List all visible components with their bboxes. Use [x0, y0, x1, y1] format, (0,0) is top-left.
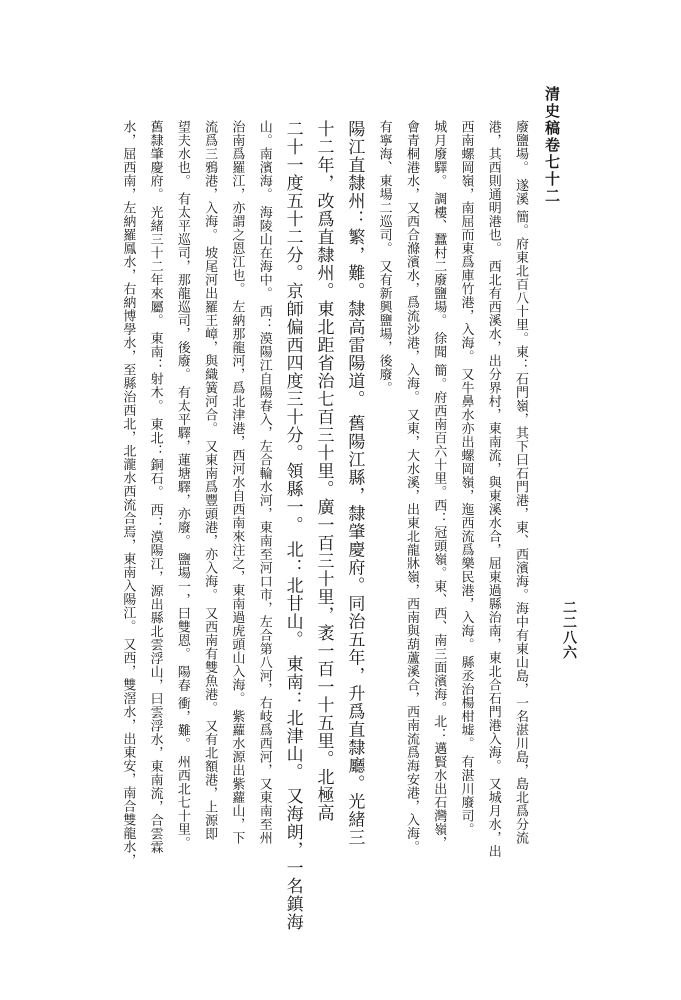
- text-column: 山。南濱海。 海陵山在海中。 西：漠陽江自陽春入，左合輪水河，東南至河口市，左合第八河，右岐爲西河，又東南至州: [256, 120, 272, 845]
- text-column-major: 十二年，改爲直隸州。東北距省治七百三十里。廣一百三十里，袤一百一十五里。北極高: [313, 120, 334, 822]
- text-column: 水，屈西南，左納羅鳳水，右納博學水，至縣治西北，北瀧水西流合焉，東南入陽江。 又西，雙滘水，出東安，南合雙龍水，: [120, 120, 136, 868]
- text-column-major: 二十一度五十二分。京師偏西四度三十分。領縣一。 北：北甘山。 東南：北津山。 又海朗，一名鎮海: [282, 120, 303, 932]
- page-number: 二二八六: [561, 600, 577, 660]
- text-column: 廢鹽場。 遂溪 簡。府東北百八十里。東：石門嶺，其下曰石門港，東、西濱海。海中有東山島，一名湛川島，島北爲分流: [513, 120, 528, 845]
- text-column: 流爲三鴉港，入海。 坡尾河出羅王嶂，與織簧河合。 又東南爲豐頭港，亦入海。 又西南有雙魚港。 又有北額港，上源即: [202, 120, 218, 841]
- text-column: 舊隸肇慶府。 光緒三十二年來屬。 東南：射木。 東北：銅石。 西：漠陽江，源出縣北雲浮山，曰雲浮水，東南流，合雲霖: [147, 120, 163, 855]
- text-column: 港，其西則通明港也。 西北有西溪水，出分界村，東南流，與東溪水合，屈東過縣治南，東北合石門港入海。 又城月水，出: [485, 120, 501, 859]
- text-column: 望夫水也。 有太平巡司，那龍巡司，後廢。 有太平驛，蓮塘驛，亦廢。 鹽場一，曰雙恩。 陽春 衝，難。 州西北七十里。: [174, 120, 190, 850]
- text-column: 有寧海、東場二巡司。 又有新興鹽場，後廢。: [376, 120, 392, 395]
- text-column: 治南爲羅江，亦謂之恩江也。 左納那龍河，爲北津港，西河水自西南來注之，東南過虎頭山入海。 紫蘿水源出紫蘿山，下: [229, 120, 245, 845]
- text-column: 城月廢驛。 調樓、蠶村二廢鹽場。 徐聞 簡。府西南百六十里。西：冠頭嶺。東、西、南三面濱海。北：邁賢水出石灣嶺，: [431, 120, 447, 850]
- text-column: 會青桐港水，又西合滌濱水，爲流沙港，入海。 又東，大水溪，出東北龍牀嶺，西南與葫蘆溪合，西南流爲海安港，入海。: [403, 120, 419, 854]
- main-text-block: [109, 120, 529, 980]
- text-column: 西南螺岡嶺，南屈而東爲庫竹港，入海。 又牛鼻水亦出螺岡嶺，迤西流爲樂民港，入海。 縣丞治楊柑墟。 有湛川廢司。: [458, 120, 474, 836]
- running-header-title: 清史稿卷七十二: [543, 86, 561, 205]
- text-column-major: 陽江直隸州：繁，難。隸高雷陽道。 舊陽江縣，隸肇慶府。同治五年，升爲直隸廳。光緒三: [344, 120, 365, 847]
